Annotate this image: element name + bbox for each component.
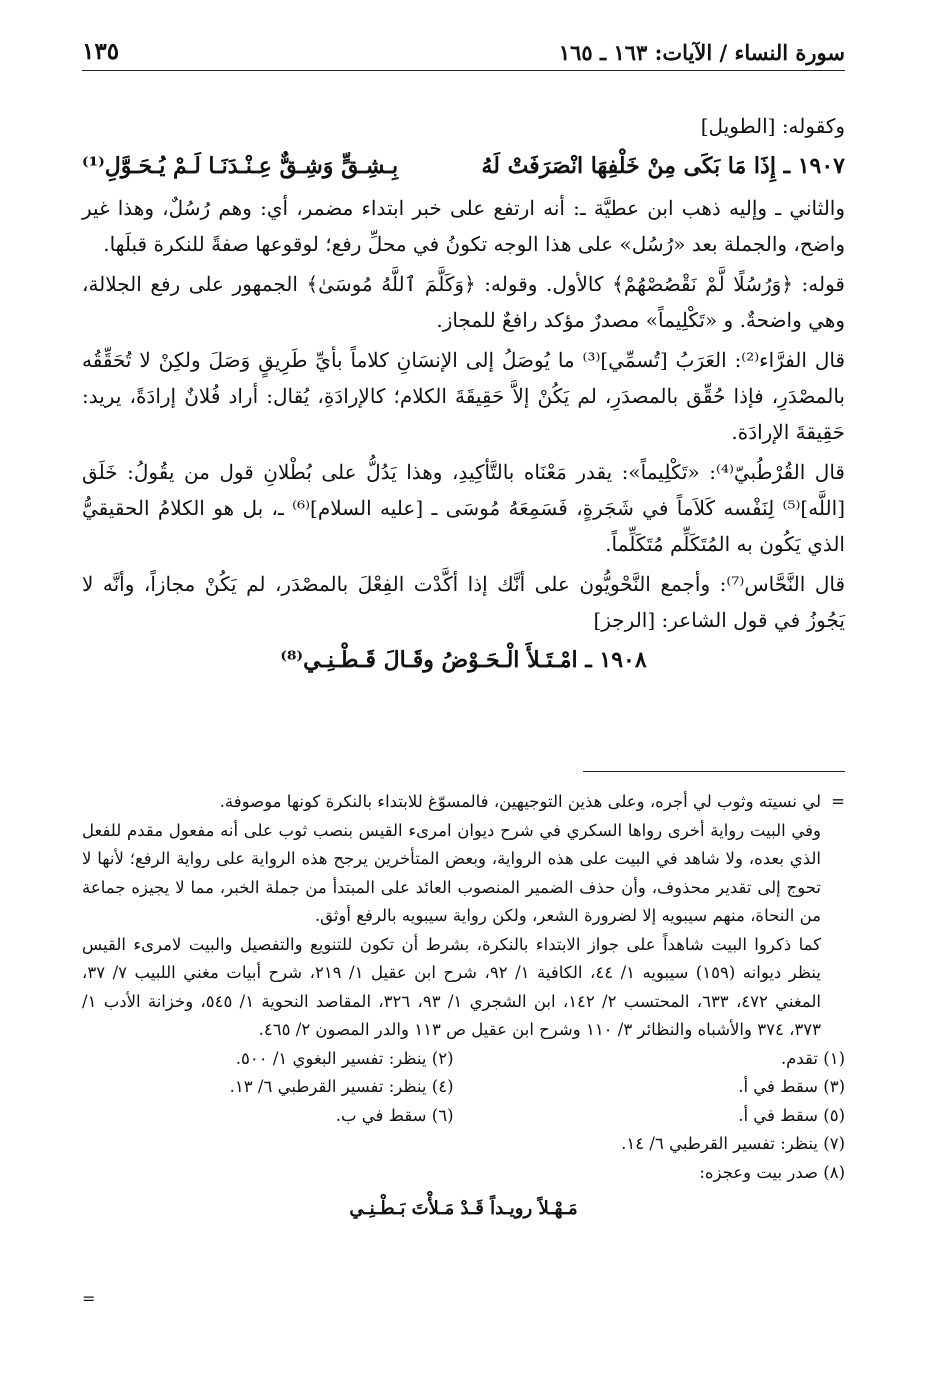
main-text [82,108,845,678]
page-number: ١٣٥ [82,38,120,65]
verse-1907-first [481,148,845,184]
footnote-continuation [82,788,845,1045]
footnotes [82,788,845,1224]
footnote-3: (٣) سقط في أ. [738,1077,845,1096]
verse-1907-first-text: إِذَا مَا بَكَى مِنْ خَلْفِهَا انْصَرَفَتْ لَهُ [481,153,776,179]
footnote-separator [583,771,845,772]
footnote-line: كما ذكروا البيت شاهداً على جواز الابتداء بالنكرة، بشرط أن تكون للتنويع والتفصيل والبيت لامرىء القيس ينظر ديوانه (١٥٩) سيبويه ١/ ٤٤، الكافية ١/ ٩٢، شرح ابن عقيل ١/ ٢١٩، شرح أبيات مغني اللبيب ٧/ ٣٧، المغني ٤٧٢، ٦٣٣، المحتسب ٢/ ١٤٢، ابن الشجري ١/ ٩٣، ٣٢٦، المقاصد النحوية ١/ ٥٤٥، وخزانة الأدب ١/ ٣٧٣، ٣٧٤ والأشباه والنظائر ٣/ ١١٠ وشرح ابن عقيل ص ١١٣ والدر المصون ٢/ ٤٦٥. [82,934,821,1039]
footnote-8-verse: مَـهْـلاً رويـداً قَـدْ مَـلأْتَ بَـطْـنِـي [349,1198,578,1219]
page-header [82,36,845,71]
continues-marker: = [82,1289,96,1308]
verse-1908-text: امْـتَـلأَ الْـحَـوْضُ وقَـالَ قَـطْـنِـي⁽⁸⁾ [280,647,578,673]
footnote-2: (٢) ينظر: تفسير البغوي ١/ ٥٠٠. [235,1048,454,1068]
paragraph-farra: قال الفرَّاء⁽²⁾: العَرَبُ [تُسمِّي]⁽³⁾ ما يُوصَلُ إلى الإنسَانِ كلاماً بأيِّ طَرِيقٍ وَصَلَ ولكِنْ لا تُحَقِّقُه بالمصْدَرِ، فإذا حُقِّق بالمصدَرِ، لم يَكُنْ إلاَّ حَقِيقَةَ الكلام؛ كالإرادَةِ، يُقال: أراد فُلانٌ إرادَةً، يريد: حَقِيقةَ الإرادَة. [82,348,846,444]
footnote-4: (٤) ينظر: تفسير القرطبي ٦/ ١٣. [229,1077,454,1096]
footnote-7: (٧) ينظر: تفسير القرطبي ٦/ ١٤. [621,1134,845,1153]
verse-number: ١٩٠٧ ـ [783,153,845,179]
footnote-line: وفي البيت رواية أخرى رواها السكري في شرح ديوان امرىء القيس بنصب ثوب على أنه مفعول مقدم للفعل الذي بعده، ولا شاهد في البيت على هذه الرواية، وبعض المتأخرين يرجح هذه الرواية على رواية الرفع؛ لأنها لا تحوج إلى تقدير محذوف، وأن حذف الضمير المنصوب العائد على المبتدأ من جملة الخبر، مما لا يجيزه جماعة من النحاة، منهم سيبويه إلا لضرورة الشعر، ولكن رواية سيبويه بالرفع أوثق. [82,820,821,925]
footnote-8: (٨) صدر بيت وعجزه: [699,1162,845,1182]
intro-line: وكقوله: [الطويل] [700,114,845,138]
running-title: سورة النساء / الآيات: ١٦٣ ـ ١٦٥ [558,40,845,65]
paragraph-second-opinion: والثاني ـ وإليه ذهب ابن عطيَّة ـ: أنه ارتفع على خبر ابتداء مضمر، أي: وهم رُسُلٌ، وهذا غير واضح، والجملة بعد «رُسُل» على هذا الوجه تكونُ في محلِّ رفع؛ لوقوعها صفةً للنكرة قبلَها. [82,196,845,256]
verse-1908 [82,642,845,678]
footnote-6: (٦) سقط في ب. [335,1105,454,1125]
paragraph-qawluhu: قوله: ﴿وَرُسُلًا لَّمْ نَقْصُصْهُمْ﴾ كالأول. وقوله: ﴿وَكَلَّمَ ٱللَّهُ مُوسَىٰ﴾ الجمهور على رفع الجلالة، وهي واضحةٌ. و «تَكْلِيماً» مصدرٌ مؤكد رافعٌ للمجاز. [82,272,845,332]
verse-number: ١٩٠٨ ـ [585,647,647,673]
paragraph-nahhas: قال النَّحَّاس⁽⁷⁾: وأجمع النَّحْويُّون على أنَّك إذا أكَّدْت الفِعْلَ بالمصْدَر، لم يَكُنْ مجازاً، وأنَّه لا يَجُوزُ في قول الشاعر: [الرجز] [82,572,846,632]
paragraph-qurtubi: قال القُرْطُبيّ⁽⁴⁾: «تَكْلِيماً»: يقدر مَعْنَاه بالتَّأكِيدِ، وهذا يَدُلُّ على بُطْلانِ قول من يقُولُ: خَلَق [اللَّه]⁽⁵⁾ لِنَفْسه كَلاَماً في شَجَرةٍ، فَسَمِعَهُ مُوسَى ـ [عليه السلام]⁽⁶⁾ ـ، بل هو الكلامُ الحقيقيُّ الذي يَكُون به المُتَكَلِّم مُتَكَلِّماً. [82,460,845,556]
continuation-marker: = [831,792,845,811]
verse-1907 [82,148,845,184]
footnote-5: (٥) سقط في أ. [738,1105,845,1125]
footnote-pairs [82,1045,845,1131]
footnote-line: لي نسيته وثوب لي أجره، وعلى هذين التوجيهين، فالمسوّغ للابتداء بالنكرة كونها موصوفة. [219,792,821,811]
footnote-1: (١) تقدم. [780,1048,845,1068]
verse-1907-second: بِـشِـقٍّ وَشِـقٌّ عِـنْـدَنَـا لَـمْ يُـحَـوَّلِ⁽¹⁾ [82,153,399,179]
